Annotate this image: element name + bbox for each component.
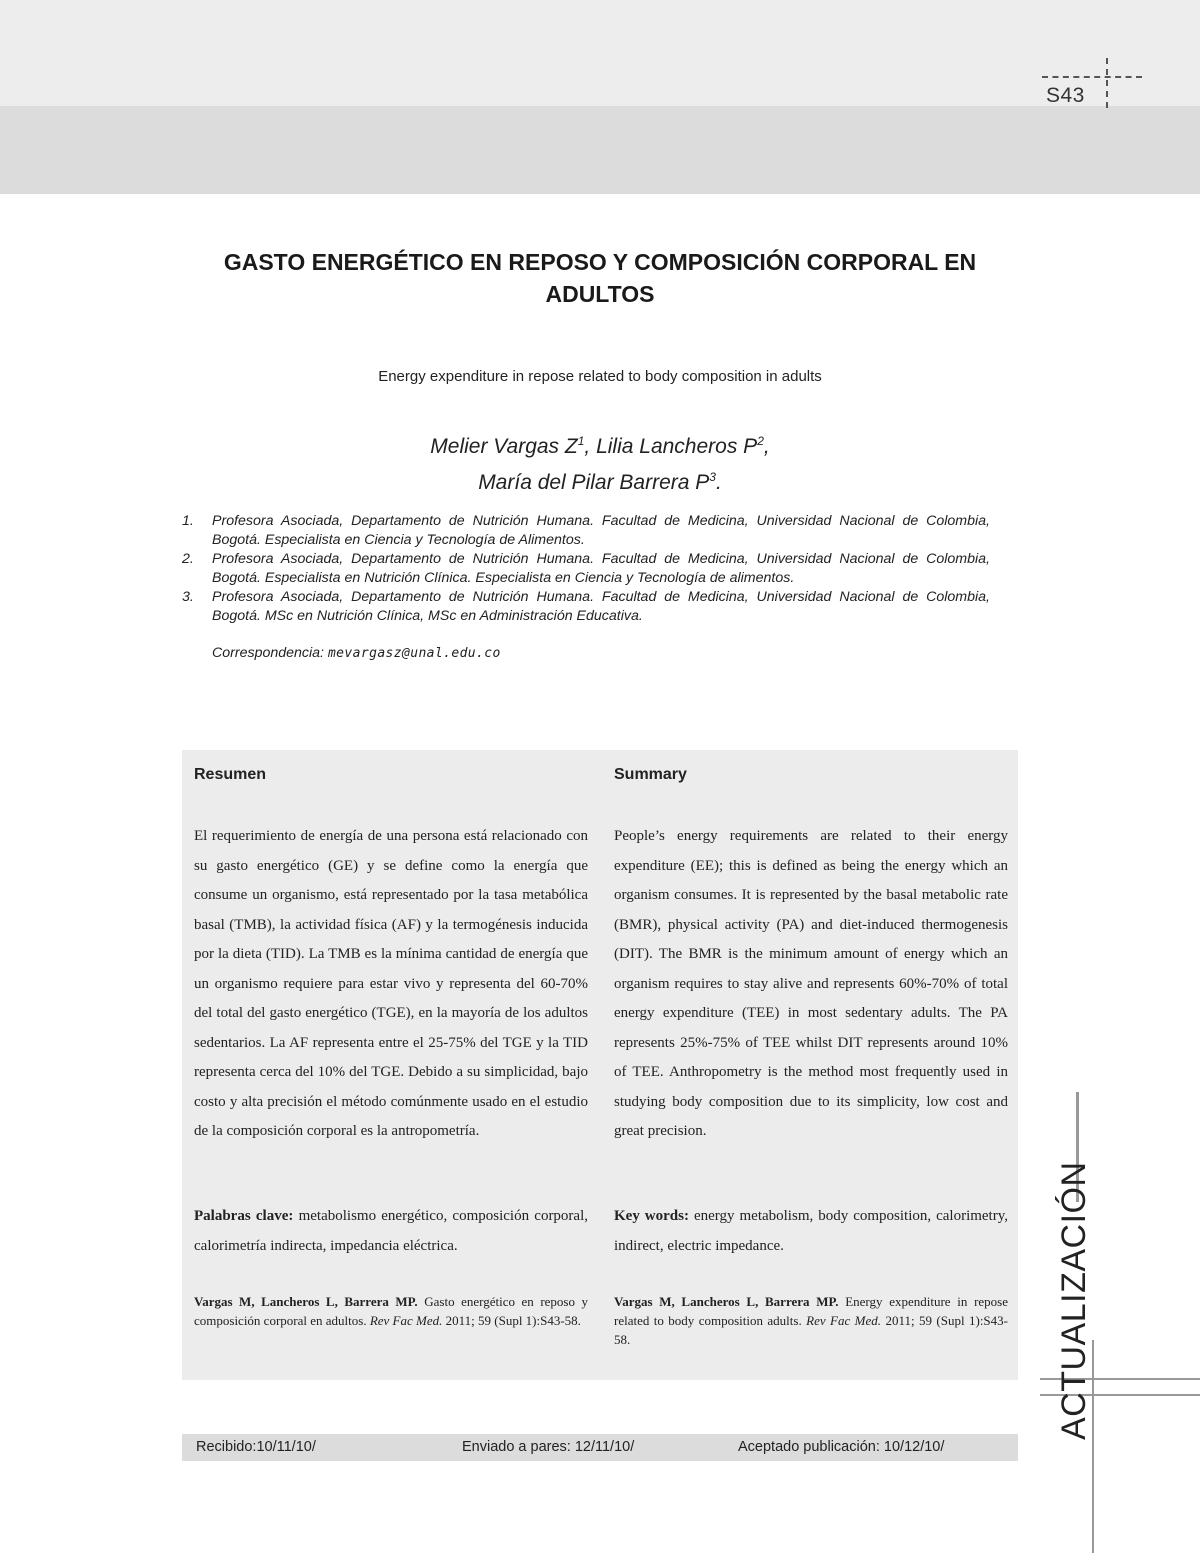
citation-journal: Rev Fac Med. [369, 1313, 443, 1328]
accepted-date: Aceptado publicación: 10/12/10/ [738, 1439, 945, 1455]
author-list [150, 426, 1050, 498]
author-line-1 [150, 426, 1050, 462]
crop-mark-vertical [1106, 58, 1108, 108]
resumen-keywords-label: Palabras clave: [194, 1208, 294, 1224]
correspondence [212, 645, 501, 661]
affiliation-number: 3. [182, 589, 194, 605]
affiliation-text: Profesora Asociada, Departamento de Nutrición Humana. Facultad de Medicina, Universidad Nacional de Colombia, Bogotá. MSc en Nutrición Clínica, MSc en Administración Educativa. [212, 589, 990, 624]
resumen-keywords-text: metabolismo energético, composición corporal, calorimetría indirecta, impedancia eléctrica. [194, 1208, 589, 1254]
received-date: Recibido:10/11/10/ [196, 1439, 316, 1455]
page-number: S43 [1046, 84, 1085, 107]
citation-authors: Vargas M, Lancheros L, Barrera MP. [614, 1294, 839, 1309]
correspondence-label: Correspondencia: [212, 645, 324, 661]
abstract-box [182, 750, 1018, 1380]
summary-keywords-label: Key words: [614, 1208, 689, 1224]
citation-reference: 2011; 59 (Supl 1):S43-58. [445, 1313, 581, 1328]
affiliation-item [182, 588, 990, 626]
author-name: Lilia Lancheros P [596, 435, 758, 458]
affiliation-list [182, 512, 990, 626]
correspondence-email-link[interactable]: mevargasz@unal.edu.co [327, 646, 501, 661]
section-label-vertical: ACTUALIZACIÓN [1055, 1161, 1093, 1440]
article-title [150, 246, 1050, 310]
affiliation-item [182, 512, 990, 550]
crop-mark-horizontal [1042, 76, 1142, 78]
summary-body: People’s energy requirements are related to their energy expenditure (EE); this is defined as being the energy which an organism consumes. It is represented by the basal metabolic rate (BMR), physical activity (PA) and diet-induced thermogenesis (DIT). The BMR is the minimum amount of energy which an organism requires to stay alive and represents 60%-70% of total energy expenditure (TEE) in most sedentary adults. The PA represents 25%-75% of TEE whilst DIT represents around 10% of TEE. Anthropometry is the method most frequently used in studying body composition due to its simplicity, low cost and great precision. [614, 828, 1008, 1139]
author-name: Melier Vargas Z [430, 435, 578, 458]
author-affiliation-mark: 1 [577, 434, 585, 448]
sent-to-peers-date: Enviado a pares: 12/11/10/ [462, 1439, 635, 1455]
author-separator: , [763, 435, 770, 458]
summary-keywords [614, 1202, 1008, 1261]
affiliation-number: 1. [182, 513, 194, 529]
citation-authors: Vargas M, Lancheros L, Barrera MP. [194, 1294, 418, 1309]
author-separator: . [715, 471, 722, 494]
citation-title: Gasto energético en reposo y composición corporal en adultos. [194, 1294, 589, 1328]
title-line-2: ADULTOS [545, 281, 655, 307]
citation-journal: Rev Fac Med. [806, 1313, 882, 1328]
affiliation-text: Profesora Asociada, Departamento de Nutrición Humana. Facultad de Medicina, Universidad Nacional de Colombia, Bogotá. Especialista en Nutrición Clínica. Especialista en Ciencia y Tecnología de alimentos. [212, 551, 990, 586]
author-name: María del Pilar Barrera P [478, 471, 710, 494]
resumen-citation [194, 1292, 588, 1330]
citation-title: Energy expenditure in repose related to body composition adults. [614, 1294, 1008, 1328]
article-subtitle: Energy expenditure in repose related to body composition in adults [378, 368, 822, 385]
affiliation-number: 2. [182, 551, 194, 567]
summary-heading: Summary [614, 766, 687, 783]
author-separator: , [584, 435, 597, 458]
author-affiliation-mark: 3 [709, 470, 716, 484]
affiliation-text: Profesora Asociada, Departamento de Nutrición Humana. Facultad de Medicina, Universidad Nacional de Colombia, Bogotá. Especialista en Ciencia y Tecnología de Alimentos. [212, 513, 990, 548]
summary-citation [614, 1292, 1008, 1349]
resumen-keywords [194, 1202, 588, 1261]
header-band-dark [0, 106, 1200, 194]
header-band-light [0, 0, 1200, 106]
affiliation-item [182, 550, 990, 588]
author-affiliation-mark: 2 [757, 434, 764, 448]
summary-keywords-text: energy metabolism, body composition, calorimetry, indirect, electric impedance. [614, 1208, 1008, 1254]
resumen-heading: Resumen [194, 766, 267, 783]
title-line-1: GASTO ENERGÉTICO EN REPOSO Y COMPOSICIÓN CORPORAL EN [223, 249, 977, 275]
author-line-2 [150, 462, 1050, 498]
dates-bar [182, 1434, 1018, 1461]
resumen-body: El requerimiento de energía de una persona está relacionado con su gasto energético (GE) y se define como la energía que consume un organismo, está representado por la tasa metabólica basal (TMB), la actividad física (AF) y la termogénesis inducida por la dieta (TID). La TMB es la mínima cantidad de energía que un organismo requiere para estar vivo y representa del 60-70% del total del gasto energético (TGE), en la mayoría de los adultos sedentarios. La AF representa entre el 25-75% del TGE y la TID representa cerca del 10% del TGE. Debido a su simplicidad, bajo costo y alta precisión el método comúnmente usado en el estudio de la composición corporal es la antropometría. [194, 828, 588, 1139]
citation-reference: 2011; 59 (Supl 1):S43-58. [614, 1313, 1008, 1347]
